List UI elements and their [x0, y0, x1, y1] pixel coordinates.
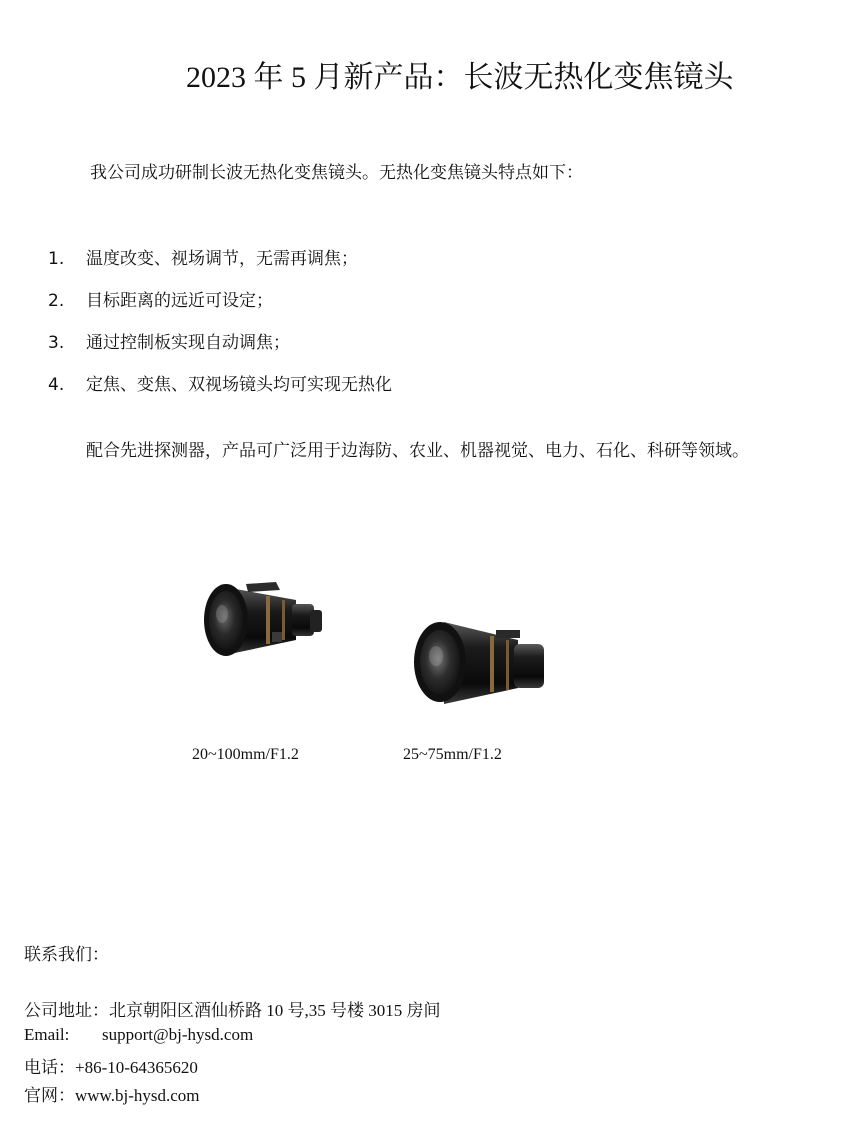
contact-heading: 联系我们：: [24, 945, 109, 964]
lens-image-zoom-25-75: [406, 610, 551, 710]
intro-paragraph: 我公司成功研制长波无热化变焦镜头。无热化变焦镜头特点如下：: [90, 163, 583, 182]
contact-website[interactable]: 官网：www.bj-hysd.com: [24, 1086, 200, 1105]
email-address[interactable]: support@bj-hysd.com: [102, 1025, 254, 1044]
contact-phone: 电话：+86-10-64365620: [24, 1058, 198, 1077]
list-item: [48, 370, 392, 395]
list-item: [48, 286, 273, 311]
list-number: 3.: [48, 333, 65, 353]
list-number: 2.: [48, 291, 65, 311]
list-item-text: 温度改变、视场调节，无需再调焦；: [86, 249, 358, 268]
product-caption: 20~100mm/F1.2: [192, 746, 299, 763]
page-title: 2023 年 5 月新产品：长波无热化变焦镜头: [186, 61, 734, 94]
applications-paragraph: 配合先进探测器，产品可广泛用于边海防、农业、机器视觉、电力、石化、科研等领域。: [86, 441, 749, 460]
list-number: 1.: [48, 249, 65, 269]
list-item-text: 目标距离的远近可设定；: [86, 291, 273, 310]
email-label: Email:: [24, 1025, 70, 1044]
contact-address: 公司地址：北京朝阳区酒仙桥路 10 号,35 号楼 3015 房间: [24, 1001, 441, 1020]
list-item: [48, 328, 290, 353]
list-item: [48, 244, 358, 269]
list-item-text: 定焦、变焦、双视场镜头均可实现无热化: [86, 375, 392, 394]
product-caption: 25~75mm/F1.2: [403, 746, 502, 763]
lens-image-zoom-20-100: [196, 574, 326, 666]
list-item-text: 通过控制板实现自动调焦；: [86, 333, 290, 352]
list-number: 4.: [48, 375, 65, 395]
contact-email-row: [24, 1025, 253, 1045]
